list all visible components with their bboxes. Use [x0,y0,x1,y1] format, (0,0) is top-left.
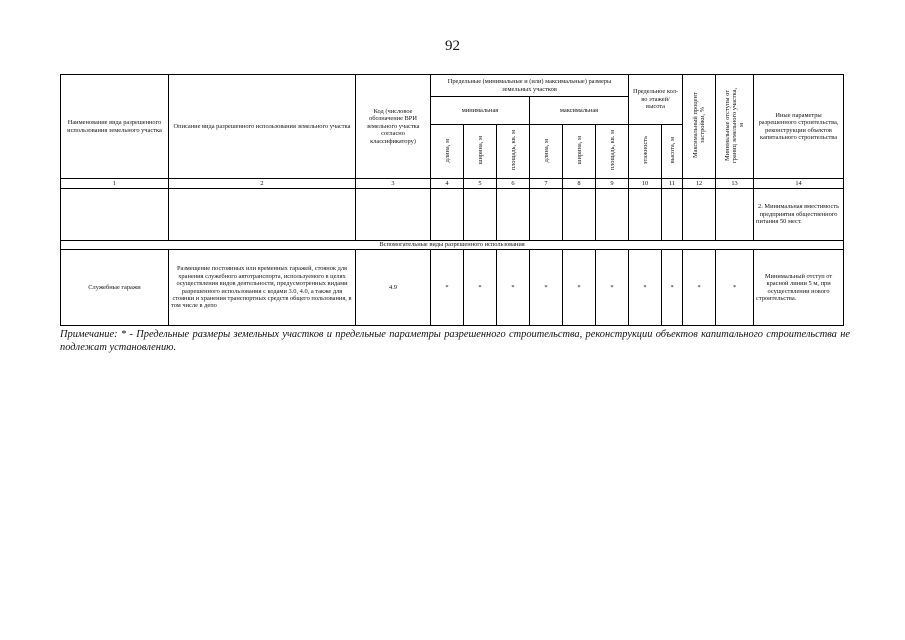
header-maximum: максимальная [530,97,629,125]
column-number: 1 [61,179,169,189]
cell-min-setback: * [716,250,754,326]
column-number: 8 [563,179,596,189]
cell-max-area: * [596,250,629,326]
cell-min-area: * [497,250,530,326]
vri-name: Служебные гаражи [61,250,169,326]
column-number: 11 [662,179,683,189]
vri-other-params: Минимальный отступ от красной линии 5 м, при осуществлении нового строительства. [754,250,844,326]
continuation-other-params: 2. Минимальная вместимость предприятия общественного питания 50 мест. [754,189,844,241]
header-vri-code: Код (числовое обозначение ВРИ земельного участка согласно классификатору) [356,75,431,179]
cell-min-width: * [464,250,497,326]
header-min-setback: Минимальные отступы от границ земельного участка, м [716,75,754,179]
column-number: 3 [356,179,431,189]
section-title: Вспомогательные виды разрешенного использования [61,241,844,250]
header-size-limits: Предельные (минимальные и (или) максимальные) размеры земельных участков [431,75,629,97]
table-note: Примечание: * - Предельные размеры земельных участков и предельные параметры разрешенного строительства, реконструкции объектов капитального строительства не подлежат установлению. [60,329,850,353]
header-max-width: ширина, м [563,125,596,179]
column-number: 14 [754,179,844,189]
column-numbers-row [61,179,844,189]
column-number: 6 [497,179,530,189]
column-number: 2 [169,179,356,189]
header-height: высота, м [662,125,683,179]
cell-height: * [662,250,683,326]
header-other-params: Иные параметры разрешенного строительства, реконструкции объектов капитального строительства [754,75,844,179]
column-number: 4 [431,179,464,189]
cell-max-length: * [530,250,563,326]
section-row [61,241,844,250]
header-minimum: минимальная [431,97,530,125]
header-max-length: длина, м [530,125,563,179]
header-vri-name: Наименование вида разрешенного использования земельного участка [61,75,169,179]
land-use-table [60,74,844,326]
table-row [61,250,844,326]
column-number: 12 [683,179,716,189]
header-max-coverage: Максимальный процент застройки, % [683,75,716,179]
header-floors: этажность [629,125,662,179]
cell-min-length: * [431,250,464,326]
cell-max-coverage: * [683,250,716,326]
header-min-length: длина, м [431,125,464,179]
vri-code: 4.9 [356,250,431,326]
header-vri-description: Описание вида разрешенного использования земельного участка [169,75,356,179]
header-min-width: ширина, м [464,125,497,179]
page-number: 92 [445,38,460,54]
vri-description: Размещение постоянных или временных гаражей, стоянок для хранения служебного автотранспорта, используемого в целях осуществления видов деятельности, предусмотренных видами разрешенного использования с кодами 3.0, 4.0, а также для стоянки и хранения транспортных средств общего пользования, в том числе в депо [169,250,356,326]
header-min-area: площадь, кв. м [497,125,530,179]
header-max-area: площадь, кв. м [596,125,629,179]
cell-max-width: * [563,250,596,326]
column-number: 13 [716,179,754,189]
cell-floors: * [629,250,662,326]
column-number: 7 [530,179,563,189]
column-number: 5 [464,179,497,189]
column-number: 9 [596,179,629,189]
column-number: 10 [629,179,662,189]
header-floors-group: Предельное кол-во этажей/ высота [629,75,683,125]
continuation-row [61,189,844,241]
